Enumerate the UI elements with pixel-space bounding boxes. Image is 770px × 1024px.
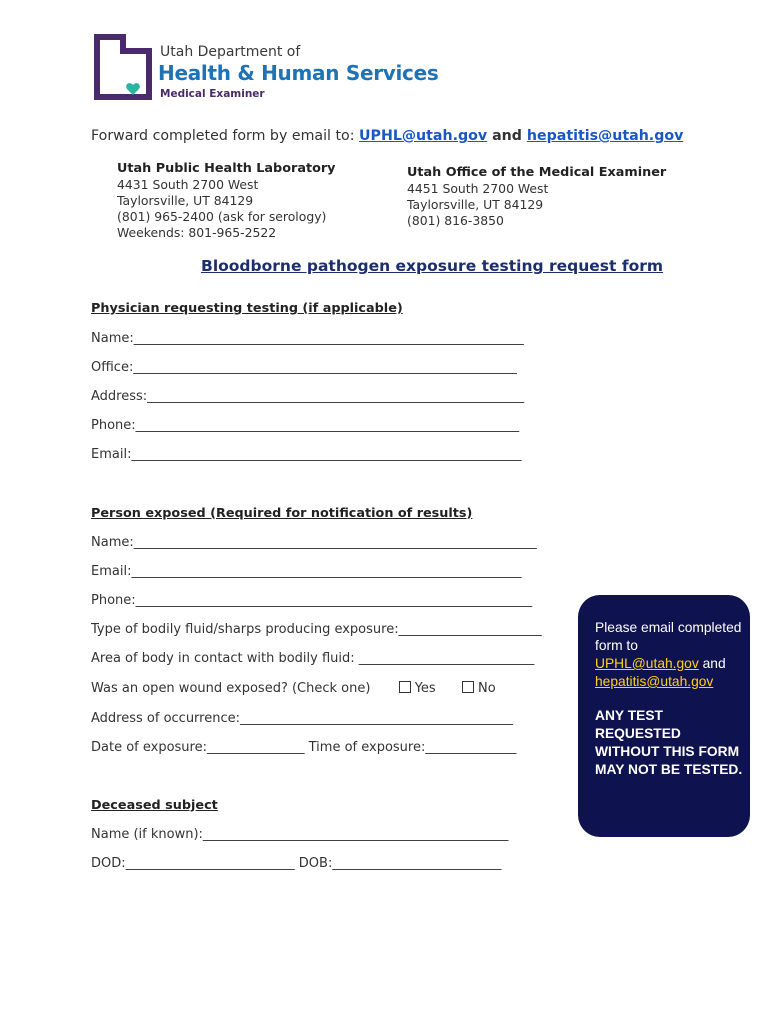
ome-phone: (801) 816-3850 <box>407 213 504 228</box>
deceased-name-field[interactable]: Name (if known):_______________________________________________ <box>91 827 509 842</box>
dob-field[interactable]: DOB:__________________________ <box>298 856 502 871</box>
physician-address-field[interactable]: Address:__________________________________________________________ <box>91 389 525 404</box>
forward-prefix: Forward completed form by email to: <box>91 128 360 144</box>
physician-phone-field[interactable]: Phone:___________________________________________________________ <box>91 418 520 433</box>
exposure-date-field[interactable]: Date of exposure:_______________ <box>91 740 305 755</box>
forward-conjunction: and <box>487 128 527 144</box>
occurrence-address-field[interactable]: Address of occurrence:__________________________________________ <box>91 711 513 726</box>
fluid-type-field[interactable]: Type of bodily fluid/sharps producing exposure:______________________ <box>91 622 542 637</box>
lab-address-line: Taylorsville, UT 84129 <box>117 193 254 208</box>
ome-address-line: Taylorsville, UT 84129 <box>407 197 544 212</box>
exposure-date-time-row <box>91 740 516 755</box>
exposed-name-field[interactable]: Name:______________________________________________________________ <box>91 535 537 550</box>
forward-instructions <box>91 128 683 144</box>
callout-hepatitis-email-link[interactable]: hepatitis@utah.gov <box>595 674 714 689</box>
lab-address-line: 4431 South 2700 West <box>117 177 259 192</box>
form-title: Bloodborne pathogen exposure testing request form <box>201 257 664 275</box>
utah-state-logo-icon <box>93 33 153 101</box>
physician-email-field[interactable]: Email:____________________________________________________________ <box>91 447 522 462</box>
exposure-time-field[interactable]: Time of exposure:______________ <box>308 740 517 755</box>
ome-address-line: 4451 South 2700 West <box>407 181 549 196</box>
dod-dob-row <box>91 856 501 871</box>
exposed-section-heading: Person exposed (Required for notification of results) <box>91 506 473 521</box>
callout-uphl-email-link[interactable]: UPHL@utah.gov <box>595 656 699 671</box>
dod-field[interactable]: DOD:__________________________ <box>91 856 295 871</box>
physician-name-field[interactable]: Name:____________________________________________________________ <box>91 331 524 346</box>
lab-weekend-phone: Weekends: 801-965-2522 <box>117 225 277 240</box>
body-area-field[interactable]: Area of body in contact with bodily fluid: ___________________________ <box>91 651 535 666</box>
physician-office-field[interactable]: Office:___________________________________________________________ <box>91 360 517 375</box>
open-wound-label: Was an open wound exposed? (Check one) <box>91 681 371 696</box>
physician-section-heading: Physician requesting testing (if applicable) <box>91 301 403 316</box>
open-wound-question <box>91 681 496 696</box>
uphl-email-link[interactable]: UPHL@utah.gov <box>359 128 488 144</box>
logo-line-1: Utah Department of <box>160 44 301 60</box>
yes-label: Yes <box>414 681 436 696</box>
lab-phone: (801) 965-2400 (ask for serology) <box>117 209 327 224</box>
callout-text: Please email completed form to <box>595 620 742 653</box>
lab-name: Utah Public Health Laboratory <box>117 161 336 176</box>
no-label: No <box>478 681 496 696</box>
callout-warning: ANY TEST REQUESTED WITHOUT THIS FORM MAY NOT BE TESTED. <box>595 708 743 777</box>
yes-checkbox[interactable] <box>399 681 411 693</box>
lab-address-block <box>117 161 336 241</box>
hepatitis-email-link[interactable]: hepatitis@utah.gov <box>526 128 684 144</box>
ome-name: Utah Office of the Medical Examiner <box>407 165 667 180</box>
callout-and: and <box>702 656 726 671</box>
deceased-section-heading: Deceased subject <box>91 798 218 813</box>
logo-line-3: Medical Examiner <box>160 88 265 100</box>
ome-address-block <box>407 165 666 229</box>
callout-instructions <box>595 619 745 691</box>
logo-line-2: Health & Human Services <box>158 61 439 85</box>
exposed-email-field[interactable]: Email:____________________________________________________________ <box>91 564 522 579</box>
exposed-phone-field[interactable]: Phone:_____________________________________________________________ <box>91 593 533 608</box>
no-checkbox[interactable] <box>462 681 474 693</box>
